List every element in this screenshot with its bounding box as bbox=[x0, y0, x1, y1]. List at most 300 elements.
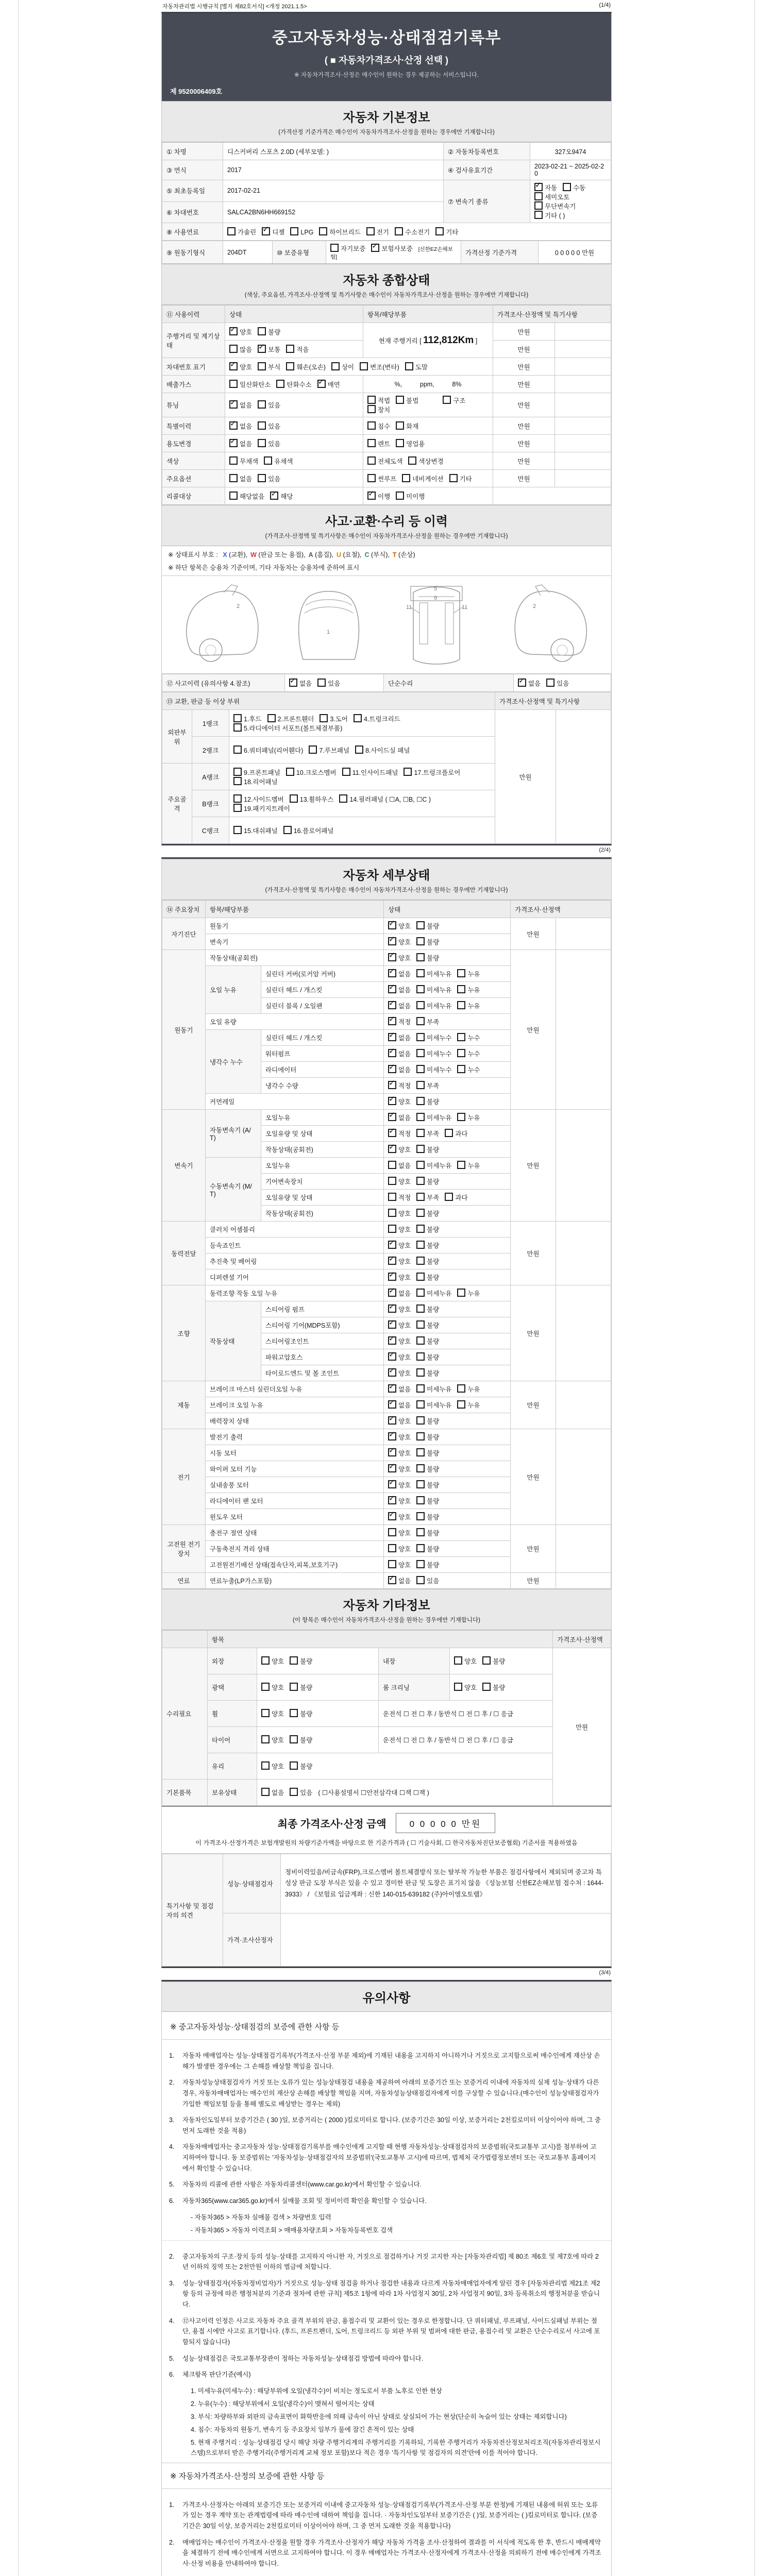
section-basic-info bbox=[162, 101, 611, 142]
unchecked-option[interactable] bbox=[317, 679, 340, 688]
unchecked-option[interactable] bbox=[330, 244, 365, 253]
checkbox-label: 부족 bbox=[427, 1130, 440, 1138]
checkbox-label: 불량 bbox=[300, 1710, 313, 1718]
opinion-group-label: 특기사항 및 점검자의 의견 bbox=[162, 1854, 223, 1967]
checked-option[interactable] bbox=[388, 921, 411, 930]
unchecked-option[interactable] bbox=[416, 1257, 439, 1266]
checkbox-icon bbox=[416, 953, 425, 961]
unchecked-option[interactable] bbox=[482, 1656, 505, 1666]
unchecked-option[interactable] bbox=[360, 362, 399, 371]
checked-option[interactable] bbox=[388, 1336, 411, 1346]
unchecked-option[interactable] bbox=[396, 396, 418, 405]
checked-option[interactable] bbox=[388, 969, 411, 978]
unchecked-option[interactable] bbox=[283, 826, 334, 835]
checkbox-icon bbox=[258, 439, 266, 447]
svg-text:11: 11 bbox=[406, 604, 412, 611]
checked-option[interactable] bbox=[388, 1496, 411, 1505]
checkbox-label: 11.인사이드패널 bbox=[352, 769, 398, 776]
notice-item bbox=[169, 2115, 602, 2136]
unchecked-option[interactable] bbox=[258, 421, 280, 431]
checked-option[interactable] bbox=[229, 400, 252, 410]
unchecked-option[interactable] bbox=[404, 768, 460, 777]
unchecked-option[interactable] bbox=[366, 227, 389, 236]
checkbox-icon bbox=[416, 985, 425, 993]
unchecked-option[interactable] bbox=[290, 227, 313, 236]
checked-option[interactable] bbox=[388, 1416, 411, 1426]
checkbox-icon bbox=[388, 1400, 396, 1409]
unchecked-option[interactable] bbox=[416, 1225, 439, 1234]
unchecked-option[interactable] bbox=[435, 227, 458, 236]
unchecked-option[interactable] bbox=[233, 723, 342, 733]
unchecked-option[interactable] bbox=[416, 1416, 439, 1426]
unchecked-option[interactable] bbox=[258, 362, 280, 371]
checked-option[interactable] bbox=[388, 1384, 411, 1394]
checked-option[interactable] bbox=[388, 1512, 411, 1521]
checked-option[interactable] bbox=[388, 937, 411, 946]
item-state-options bbox=[384, 1461, 511, 1477]
checked-option[interactable] bbox=[388, 1304, 411, 1314]
checked-option[interactable] bbox=[388, 1129, 411, 1138]
checked-option[interactable] bbox=[388, 1352, 411, 1362]
status-code-legend bbox=[162, 546, 611, 563]
unchecked-option[interactable] bbox=[367, 396, 390, 405]
unchecked-option[interactable] bbox=[416, 1033, 451, 1042]
unchecked-option[interactable] bbox=[290, 1735, 312, 1744]
item-label: 등속죠인트 bbox=[206, 1238, 384, 1253]
unchecked-option[interactable] bbox=[342, 768, 398, 777]
checkbox-icon bbox=[388, 1496, 396, 1504]
item-label: 스티어링조인트 bbox=[261, 1333, 384, 1349]
checkbox-icon bbox=[416, 1081, 425, 1089]
notice-sub-item: - 자동차365 > 자동차 이력조회 > 매매용차량조회 > 자동차등록번호 검색 bbox=[191, 2226, 393, 2234]
checkbox-label: 무단변속기 bbox=[545, 203, 576, 210]
unchecked-option[interactable] bbox=[229, 474, 252, 483]
unchecked-option[interactable] bbox=[367, 405, 390, 414]
checked-option[interactable] bbox=[388, 985, 411, 994]
checkbox-icon bbox=[388, 1289, 396, 1297]
status-code: U bbox=[337, 551, 342, 558]
unchecked-option[interactable] bbox=[457, 985, 480, 994]
item-header: 항목/해당부품 bbox=[363, 306, 493, 323]
unchecked-option[interactable] bbox=[457, 1400, 480, 1410]
note-cell bbox=[555, 435, 611, 452]
notice-item-text: 자동차성능상태점검자가 거짓 또는 오류가 있는 성능상태점검 내용을 제공하여 아래의 보증기간 또는 보증거리 이내에 자동차의 실제 성능·상태가 다른 경우, 자동차매매업자는 매수인의 재산상 손해를 배상할 책임을 지며, 자동차성능상태점검자에게 이를 구상할 수 있습니다.(매수인이 성능상태점검자가 가입한 책임보험 등을 통해 별도로 배상받는 경우는 제외) bbox=[182, 2079, 599, 2108]
price-cell: 만원 bbox=[493, 393, 555, 417]
unchecked-option[interactable] bbox=[454, 1683, 477, 1692]
unchecked-option[interactable] bbox=[367, 439, 390, 448]
checkbox-label: 불량 bbox=[493, 1658, 506, 1665]
unchecked-option[interactable] bbox=[290, 794, 334, 804]
checkbox-label: 양호 bbox=[398, 1370, 411, 1377]
checked-option[interactable] bbox=[388, 1432, 411, 1442]
unchecked-option[interactable] bbox=[416, 1384, 451, 1394]
unchecked-option[interactable] bbox=[457, 1065, 480, 1074]
unchecked-option[interactable] bbox=[416, 1496, 439, 1505]
checkbox-label: 없음 bbox=[299, 680, 312, 687]
note-cell bbox=[493, 487, 611, 505]
unchecked-option[interactable] bbox=[416, 1097, 439, 1106]
unchecked-option[interactable] bbox=[408, 456, 443, 466]
section-notice bbox=[162, 1981, 611, 2012]
unchecked-option[interactable] bbox=[416, 1432, 439, 1442]
item-state-options bbox=[384, 1285, 511, 1301]
notice-item bbox=[169, 2500, 602, 2532]
unchecked-option[interactable] bbox=[546, 679, 569, 688]
base-price-label: 가격산정 기준가격 bbox=[461, 241, 539, 264]
unchecked-option[interactable] bbox=[233, 768, 280, 777]
checked-option[interactable] bbox=[388, 1368, 411, 1378]
unchecked-option[interactable] bbox=[229, 492, 264, 501]
unchecked-option[interactable] bbox=[286, 362, 326, 371]
unchecked-option[interactable] bbox=[416, 1560, 439, 1569]
checked-option[interactable] bbox=[388, 1049, 411, 1058]
unchecked-option[interactable] bbox=[416, 1480, 439, 1489]
checked-option[interactable] bbox=[258, 345, 280, 354]
unchecked-option[interactable] bbox=[416, 921, 439, 930]
tire-options bbox=[257, 1727, 379, 1753]
unchecked-option[interactable] bbox=[388, 1193, 411, 1202]
checkbox-icon bbox=[416, 1145, 425, 1153]
unchecked-option[interactable] bbox=[416, 1400, 451, 1410]
device-label: 전기 bbox=[162, 1429, 206, 1525]
unchecked-option[interactable] bbox=[339, 794, 431, 804]
basic-items-label: 기본품목 bbox=[162, 1780, 208, 1806]
inspection-period-label: ④ 검사유효기간 bbox=[444, 160, 530, 180]
checkbox-icon bbox=[457, 1289, 465, 1297]
unchecked-option[interactable] bbox=[233, 745, 303, 755]
checkbox-label: 색상변경 bbox=[418, 457, 444, 465]
unchecked-option[interactable] bbox=[388, 1177, 411, 1186]
unchecked-option[interactable] bbox=[416, 1289, 451, 1298]
unchecked-option[interactable] bbox=[416, 1193, 439, 1202]
checked-option[interactable] bbox=[388, 1257, 411, 1266]
unchecked-option[interactable] bbox=[482, 1683, 505, 1692]
checkbox-icon bbox=[354, 714, 362, 722]
unchecked-option[interactable] bbox=[416, 1273, 439, 1282]
checkbox-label: 불량 bbox=[427, 1482, 440, 1489]
unchecked-option[interactable] bbox=[416, 1113, 451, 1122]
wheel-options bbox=[257, 1701, 379, 1727]
unchecked-option[interactable] bbox=[454, 1656, 477, 1666]
unchecked-option[interactable] bbox=[388, 1161, 411, 1170]
unchecked-option[interactable] bbox=[457, 1113, 480, 1122]
checkbox-label: 미이행 bbox=[406, 493, 425, 500]
checked-option[interactable] bbox=[270, 492, 293, 501]
unchecked-option[interactable] bbox=[457, 1001, 480, 1010]
checkbox-icon bbox=[416, 1336, 425, 1345]
unchecked-option[interactable] bbox=[416, 937, 439, 946]
checked-option[interactable] bbox=[262, 227, 284, 236]
unchecked-option[interactable] bbox=[563, 183, 585, 192]
unchecked-option[interactable] bbox=[290, 1709, 312, 1718]
unchecked-option[interactable] bbox=[402, 474, 443, 483]
checked-option[interactable] bbox=[534, 183, 557, 192]
checkbox-icon bbox=[290, 1735, 298, 1743]
checked-option[interactable] bbox=[388, 1320, 411, 1330]
unchecked-option[interactable] bbox=[416, 1017, 439, 1026]
checkbox-icon bbox=[388, 1033, 396, 1041]
unchecked-option[interactable] bbox=[416, 953, 439, 962]
checkbox-icon bbox=[267, 714, 276, 722]
unchecked-option[interactable] bbox=[534, 211, 565, 220]
unchecked-option[interactable] bbox=[227, 227, 256, 236]
unchecked-option[interactable] bbox=[534, 192, 569, 201]
unchecked-option[interactable] bbox=[395, 227, 430, 236]
form-meta-row bbox=[161, 2, 612, 12]
unchecked-option[interactable] bbox=[267, 714, 314, 723]
unchecked-option[interactable] bbox=[416, 1448, 439, 1458]
item-label: 브레이크 마스터 실린더오일 누유 bbox=[206, 1381, 384, 1397]
checked-option[interactable] bbox=[371, 244, 412, 253]
checkbox-label: 해당 bbox=[280, 493, 293, 500]
unchecked-option[interactable] bbox=[416, 1161, 451, 1170]
unchecked-option[interactable] bbox=[258, 327, 280, 336]
checkbox-icon bbox=[454, 1683, 462, 1691]
checked-option[interactable] bbox=[388, 1241, 411, 1250]
checked-option[interactable] bbox=[317, 380, 340, 389]
unchecked-option[interactable] bbox=[457, 1289, 480, 1298]
unchecked-option[interactable] bbox=[367, 456, 402, 466]
page-number-2: (2/4) bbox=[599, 847, 611, 853]
unchecked-option[interactable] bbox=[290, 1683, 312, 1692]
unchecked-option[interactable] bbox=[354, 714, 400, 723]
unchecked-option[interactable] bbox=[388, 1544, 411, 1553]
checkbox-icon bbox=[320, 714, 328, 722]
unchecked-option[interactable] bbox=[416, 1065, 451, 1074]
checked-option[interactable] bbox=[388, 1289, 411, 1298]
unchecked-option[interactable] bbox=[331, 362, 354, 371]
checkbox-icon bbox=[457, 1049, 465, 1057]
item-state-options bbox=[384, 1110, 511, 1126]
unchecked-option[interactable] bbox=[286, 768, 337, 777]
status-code: C bbox=[364, 551, 369, 558]
rank-items bbox=[229, 710, 495, 737]
unchecked-option[interactable] bbox=[261, 1735, 284, 1744]
item-state-options bbox=[384, 1541, 511, 1557]
unchecked-option[interactable] bbox=[388, 1560, 411, 1569]
checked-option[interactable] bbox=[388, 1081, 411, 1090]
unchecked-option[interactable] bbox=[416, 1512, 439, 1521]
vin-marking-options bbox=[225, 358, 493, 376]
checkbox-label: 불량 bbox=[427, 1498, 440, 1505]
appraiser-opinion-text bbox=[281, 1913, 611, 1967]
checkbox-icon bbox=[416, 1193, 425, 1201]
unchecked-option[interactable] bbox=[416, 1320, 439, 1330]
checked-option[interactable] bbox=[388, 1576, 411, 1585]
detail-row bbox=[162, 1573, 611, 1589]
unchecked-option[interactable] bbox=[396, 439, 425, 448]
checkbox-icon bbox=[258, 421, 266, 430]
unchecked-option[interactable] bbox=[457, 1161, 480, 1170]
unchecked-option[interactable] bbox=[229, 456, 258, 466]
checkbox-label: 17.트렁크플로어 bbox=[414, 769, 461, 776]
unchecked-option[interactable] bbox=[355, 745, 410, 755]
unchecked-option[interactable] bbox=[233, 794, 284, 804]
unchecked-option[interactable] bbox=[229, 345, 252, 354]
unchecked-option[interactable] bbox=[258, 439, 280, 448]
item-state-options bbox=[384, 1158, 511, 1174]
checkbox-label: 불량 bbox=[427, 1098, 440, 1106]
unchecked-option[interactable] bbox=[261, 1761, 284, 1771]
unchecked-option[interactable] bbox=[405, 362, 428, 371]
checked-option[interactable] bbox=[388, 1464, 411, 1473]
item-state-options bbox=[384, 1381, 511, 1397]
unchecked-option[interactable] bbox=[457, 1049, 480, 1058]
checkbox-label: 부식 bbox=[268, 363, 281, 371]
checked-option[interactable] bbox=[229, 421, 252, 431]
unchecked-option[interactable] bbox=[416, 969, 451, 978]
checked-option[interactable] bbox=[388, 1145, 411, 1154]
checkbox-icon bbox=[330, 244, 339, 252]
unchecked-option[interactable] bbox=[416, 1049, 451, 1058]
detail-note-cell bbox=[556, 1381, 611, 1429]
checked-option[interactable] bbox=[388, 1065, 411, 1074]
checkbox-label: 양호 bbox=[398, 1146, 411, 1154]
unchecked-option[interactable] bbox=[534, 201, 576, 211]
unchecked-option[interactable] bbox=[416, 1177, 439, 1186]
notice-sub-item: 4. 침수: 자동차의 원동기, 변속기 등 주요장치 일부가 물에 잠긴 흔적이 있는 상태 bbox=[191, 2426, 414, 2433]
unchecked-option[interactable] bbox=[445, 1193, 467, 1202]
checked-option[interactable] bbox=[388, 1001, 411, 1010]
checkbox-label: 8.사이드실 패널 bbox=[365, 747, 410, 754]
checked-option[interactable] bbox=[388, 1097, 411, 1106]
rank-price-cell: 만원 bbox=[495, 710, 556, 844]
unchecked-option[interactable] bbox=[309, 745, 349, 755]
unchecked-option[interactable] bbox=[457, 1033, 480, 1042]
unchecked-option[interactable] bbox=[261, 1656, 284, 1666]
checked-option[interactable] bbox=[367, 492, 390, 501]
checked-option[interactable] bbox=[518, 679, 541, 688]
unchecked-option[interactable] bbox=[258, 400, 280, 410]
checked-option[interactable] bbox=[388, 1017, 411, 1026]
checkbox-icon bbox=[229, 362, 238, 370]
section-overall-state bbox=[162, 264, 611, 305]
tuning-label: 튜닝 bbox=[162, 393, 225, 417]
unchecked-option[interactable] bbox=[443, 396, 465, 405]
notice-item-number: 2. bbox=[169, 2079, 175, 2087]
unchecked-option[interactable] bbox=[261, 1788, 284, 1797]
unchecked-option[interactable] bbox=[416, 1528, 439, 1537]
unchecked-option[interactable] bbox=[449, 474, 472, 483]
unchecked-option[interactable] bbox=[416, 1352, 439, 1362]
item-state-options bbox=[384, 1445, 511, 1461]
checkbox-label: 변조(변타) bbox=[370, 363, 399, 371]
checked-option[interactable] bbox=[388, 1448, 411, 1458]
checkbox-icon bbox=[388, 1177, 396, 1185]
checkbox-icon bbox=[416, 1464, 425, 1472]
unchecked-option[interactable] bbox=[229, 380, 271, 389]
item-state-options bbox=[384, 934, 511, 950]
checked-option[interactable] bbox=[229, 362, 252, 371]
unchecked-option[interactable] bbox=[319, 227, 360, 236]
unchecked-option[interactable] bbox=[416, 1241, 439, 1250]
item-label: 라디에이터 팬 모터 bbox=[206, 1493, 384, 1509]
unchecked-option[interactable] bbox=[416, 1209, 439, 1218]
tuning-options bbox=[225, 393, 363, 417]
unchecked-option[interactable] bbox=[416, 1145, 439, 1154]
notice-item-text: 성능·상태점검자(자동차정비업자)가 거짓으로 성능·상태 점검을 하거나 점검한 내용과 다르게 자동차매매업자에게 알린 경우 [자동차관리법 제21조 제2항 등의 규정에 따른 행정처분의 기준과 절차에 관한 규칙] 제5조 1항에 따라 1차 사업정지 30일, 2차 사업정지 90일, 3차 등록취소의 행정처분을 받습니다. bbox=[182, 2279, 600, 2308]
holding-state-options bbox=[257, 1780, 553, 1806]
checkbox-icon bbox=[388, 1352, 396, 1361]
unchecked-option[interactable] bbox=[388, 1225, 411, 1234]
checked-option[interactable] bbox=[388, 1113, 411, 1122]
notice-item-text: 가격조사·산정자는 아래의 보증기간 또는 보증거리 이내에 중고자동차 성능·상태점검기록부(가격조사·산정 부분 한정)에 기재된 내용에 허위 또는 오류가 있는 경우 계약 또는 관계법령에 따라 매수인에 대하여 책임을 집니다. · 자동차인도일부터 보증기간은 ( )일, 보증거리는 ( )킬로미터로 합니다. (보증기간은 30일 이상, 보증거리는 2천킬로미터 이상이어야 하며, 그 중 먼저 도래한 것을 적용합니다) bbox=[182, 2501, 598, 2530]
checked-option[interactable] bbox=[388, 1273, 411, 1282]
unchecked-option[interactable] bbox=[457, 1384, 480, 1394]
unchecked-option[interactable] bbox=[261, 1683, 284, 1692]
checked-option[interactable] bbox=[388, 1400, 411, 1410]
unchecked-option[interactable] bbox=[367, 474, 396, 483]
notice-sub-item: 2. 누유(누수) : 해당부위에서 오일(냉각수)이 맺혀서 떨어지는 상태 bbox=[191, 2400, 375, 2408]
unchecked-option[interactable] bbox=[290, 1656, 312, 1666]
unchecked-option[interactable] bbox=[290, 1761, 312, 1771]
checked-option[interactable] bbox=[289, 679, 312, 688]
unchecked-option[interactable] bbox=[445, 1129, 467, 1138]
unchecked-option[interactable] bbox=[290, 1788, 312, 1797]
unchecked-option[interactable] bbox=[388, 1209, 411, 1218]
unchecked-option[interactable] bbox=[276, 380, 311, 389]
unchecked-option[interactable] bbox=[416, 1304, 439, 1314]
unchecked-option[interactable] bbox=[396, 492, 425, 501]
unchecked-option[interactable] bbox=[258, 474, 280, 483]
unchecked-option[interactable] bbox=[286, 345, 309, 354]
unchecked-option[interactable] bbox=[233, 804, 290, 813]
unchecked-option[interactable] bbox=[233, 777, 278, 786]
checked-option[interactable] bbox=[388, 953, 411, 962]
unchecked-option[interactable] bbox=[416, 1464, 439, 1473]
unchecked-option[interactable] bbox=[320, 714, 348, 723]
car-diagram-hood-top bbox=[288, 582, 370, 667]
state-header: 상태 bbox=[384, 901, 511, 918]
checked-option[interactable] bbox=[229, 327, 252, 336]
checked-option[interactable] bbox=[388, 1480, 411, 1489]
unchecked-option[interactable] bbox=[416, 985, 451, 994]
unchecked-option[interactable] bbox=[416, 1081, 439, 1090]
item-state-options bbox=[384, 998, 511, 1014]
unchecked-option[interactable] bbox=[261, 1709, 284, 1718]
checkbox-label: 불량 bbox=[427, 1466, 440, 1473]
device-label: 자기진단 bbox=[162, 918, 206, 950]
item-state-options bbox=[384, 1190, 511, 1206]
checkbox-icon bbox=[360, 362, 368, 370]
checked-option[interactable] bbox=[229, 439, 252, 448]
unchecked-option[interactable] bbox=[416, 1001, 451, 1010]
unchecked-option[interactable] bbox=[388, 1528, 411, 1537]
unchecked-option[interactable] bbox=[233, 714, 262, 723]
notice-item bbox=[169, 2196, 602, 2207]
checkbox-icon bbox=[229, 380, 238, 388]
unchecked-option[interactable] bbox=[416, 1129, 439, 1138]
unchecked-option[interactable] bbox=[416, 1368, 439, 1378]
unchecked-option[interactable] bbox=[264, 456, 293, 466]
rank-price-header: 가격조사·산정액 및 특기사항 bbox=[495, 692, 611, 710]
checked-option[interactable] bbox=[388, 1033, 411, 1042]
detail-price-cell: 만원 bbox=[511, 950, 556, 1110]
item-state-options bbox=[384, 1301, 511, 1317]
unchecked-option[interactable] bbox=[416, 1544, 439, 1553]
unchecked-option[interactable] bbox=[396, 421, 418, 431]
item-label: 원동기 bbox=[206, 918, 384, 934]
unchecked-option[interactable] bbox=[367, 421, 390, 431]
unchecked-option[interactable] bbox=[416, 1336, 439, 1346]
checkbox-label: 없음 bbox=[398, 1290, 411, 1297]
item-state-options bbox=[384, 918, 511, 934]
unchecked-option[interactable] bbox=[233, 826, 278, 835]
unchecked-option[interactable] bbox=[416, 1576, 439, 1585]
odometer-amount-options bbox=[225, 341, 363, 358]
unchecked-option[interactable] bbox=[457, 969, 480, 978]
checkbox-icon bbox=[416, 1544, 425, 1552]
